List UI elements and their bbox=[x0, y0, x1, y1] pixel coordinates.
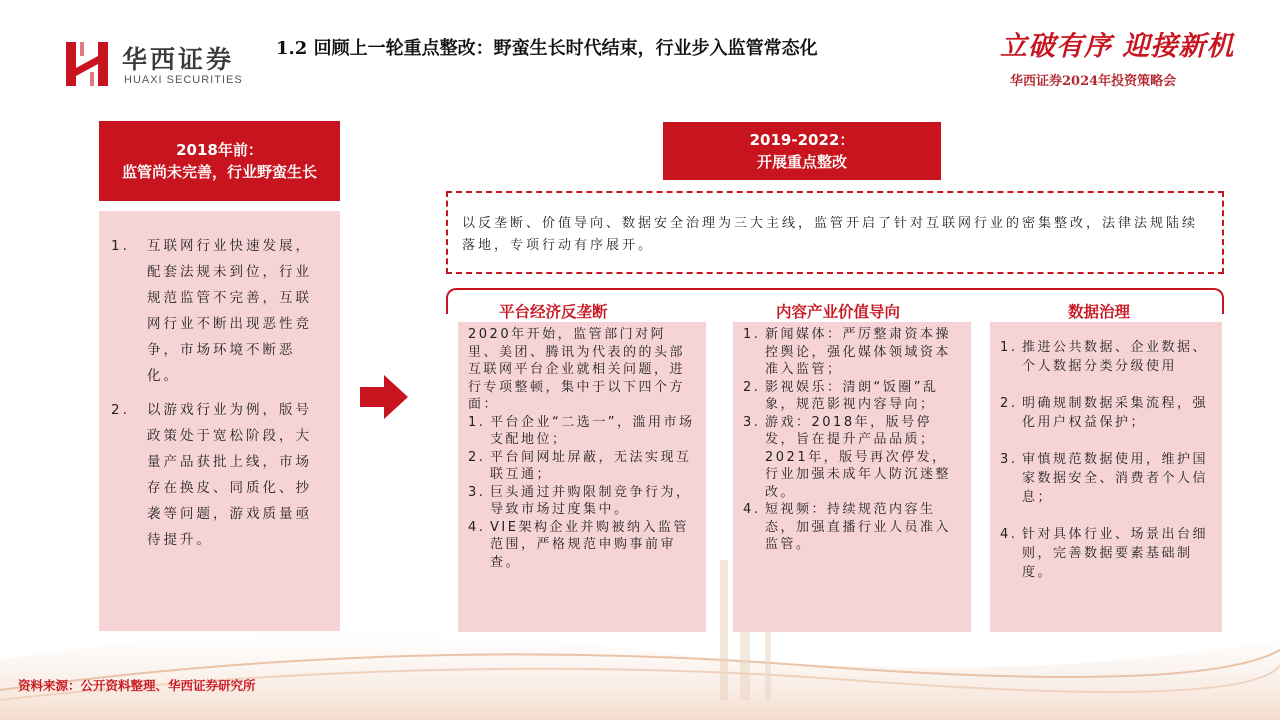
list-item bbox=[1000, 338, 1212, 376]
list-item-number: 4. bbox=[743, 502, 761, 517]
pre-2018-panel bbox=[99, 211, 340, 631]
list-item-number: 1. bbox=[468, 414, 486, 430]
list-item-text: 审慎规范数据使用，维护国家数据安全、消费者个人信息； bbox=[1022, 452, 1209, 505]
list-item-number: 2. bbox=[1000, 396, 1018, 411]
list-item bbox=[1000, 394, 1212, 432]
list-item-text: 短视频：持续规范内容生态，加强直播行业人员准入监管。 bbox=[765, 502, 952, 552]
list-item bbox=[468, 449, 696, 484]
antitrust-panel bbox=[458, 322, 706, 632]
list-item-text: VIE架构企业并购被纳入监管范围，严格规范申购事前审查。 bbox=[490, 519, 689, 570]
list-item-number: 2. bbox=[468, 449, 486, 465]
huaxi-logo-icon bbox=[66, 42, 108, 86]
page-title: 1.2 回顾上一轮重点整改：野蛮生长时代结束，行业步入监管常态化 bbox=[276, 38, 818, 59]
list-item-text: 明确规制数据采集流程，强化用户权益保护； bbox=[1022, 396, 1209, 430]
pre-2018-heading-period: 2018年前： bbox=[176, 141, 263, 159]
column-title-data: 数据治理 bbox=[1064, 300, 1134, 322]
column-title-content: 内容产业价值导向 bbox=[772, 300, 904, 322]
list-item bbox=[468, 519, 696, 572]
list-item bbox=[743, 501, 961, 554]
list-item-number: 1. bbox=[1000, 340, 1018, 355]
list-item-text: 针对具体行业、场景出台细则，完善数据要素基础制度。 bbox=[1022, 527, 1209, 580]
source-note: 资料来源：公开资料整理、华西证券研究所 bbox=[18, 678, 256, 693]
logo-english-name: HUAXI SECURITIES bbox=[124, 74, 243, 86]
list-item-number: 1. bbox=[743, 327, 761, 342]
conference-slogan: 立破有序 迎接新机 bbox=[1000, 31, 1235, 62]
data-governance-panel bbox=[990, 322, 1222, 632]
list-item bbox=[468, 414, 696, 449]
list-item-text: 平台间网址屏蔽，无法实现互联互通； bbox=[490, 449, 692, 482]
list-item bbox=[111, 233, 326, 389]
list-item-text: 巨头通过并购限制竞争行为，导致市场过度集中。 bbox=[490, 484, 692, 517]
list-item bbox=[743, 326, 961, 379]
list-item-number: 4. bbox=[468, 519, 486, 535]
list-item-text: 互联网行业快速发展，配套法规未到位，行业规范监管不完善，互联网行业不断出现恶性竞争，市场环境不断恶化。 bbox=[147, 238, 312, 384]
pre-2018-heading bbox=[99, 121, 340, 201]
content-value-panel bbox=[733, 322, 971, 632]
reform-heading-period: 2019-2022： bbox=[749, 131, 855, 149]
reform-heading-desc: 开展重点整改 bbox=[756, 153, 847, 171]
reform-summary-box bbox=[446, 191, 1224, 274]
list-item-number: 3. bbox=[1000, 452, 1018, 467]
logo-chinese-name: 华西证券 bbox=[122, 45, 235, 74]
reform-summary-text: 以反垄断、价值导向、数据安全治理为三大主线，监管开启了针对互联网行业的密集整改，法律法规陆续落地，专项行动有序展开。 bbox=[462, 216, 1199, 253]
pre-2018-heading-desc: 监管尚未完善，行业野蛮生长 bbox=[121, 163, 317, 181]
list-item-number: 3. bbox=[468, 484, 486, 500]
list-item-text: 游戏：2018年，版号停发，旨在提升产品品质；2021年，版号再次停发，行业加强未成年人防沉迷整改。 bbox=[765, 414, 952, 500]
list-item-number: 3. bbox=[743, 414, 761, 430]
reform-period-heading bbox=[663, 122, 941, 180]
conference-subtitle: 华西证券2024年投资策略会 bbox=[1010, 74, 1177, 89]
list-item bbox=[468, 484, 696, 519]
list-item-number: 1. bbox=[111, 238, 130, 254]
list-item-number: 2. bbox=[111, 402, 130, 418]
list-item-text: 影视娱乐：清朗“饭圈”乱象，规范影视内容导向； bbox=[765, 379, 939, 412]
list-item-number: 4. bbox=[1000, 527, 1018, 542]
list-item-text: 平台企业“二选一”，滥用市场支配地位； bbox=[490, 414, 695, 447]
list-item bbox=[743, 414, 961, 502]
arrow-right-icon bbox=[360, 375, 408, 419]
antitrust-intro: 2020年开始，监管部门对阿里、美团、腾讯为代表的的头部互联网平台企业就相关问题，进行专项整顿，集中于以下四个方面： bbox=[468, 327, 686, 412]
list-item-text: 以游戏行业为例，版号政策处于宽松阶段，大量产品获批上线，市场存在换皮、同质化、抄袭等问题，游戏质量亟待提升。 bbox=[147, 402, 312, 548]
list-item-text: 推进公共数据、企业数据、个人数据分类分级使用 bbox=[1022, 340, 1209, 374]
list-item-number: 2. bbox=[743, 379, 761, 395]
list-item bbox=[1000, 525, 1212, 582]
list-item bbox=[743, 379, 961, 414]
list-item bbox=[111, 397, 326, 553]
column-title-antitrust: 平台经济反垄断 bbox=[495, 300, 612, 322]
list-item bbox=[1000, 450, 1212, 507]
list-item-text: 新闻媒体：严厉整肃资本操控舆论，强化媒体领域资本准入监管； bbox=[765, 327, 952, 377]
